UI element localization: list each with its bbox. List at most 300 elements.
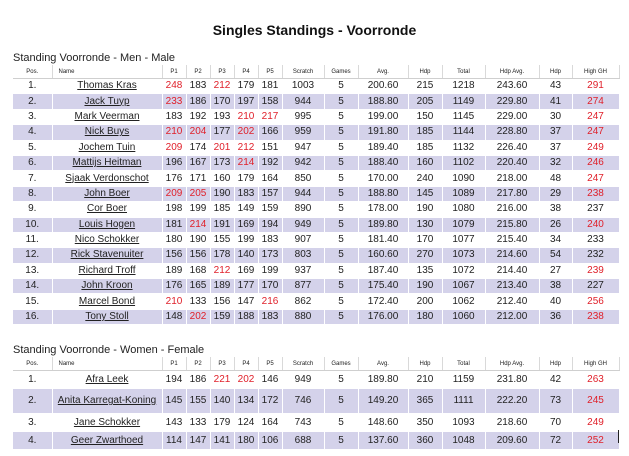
cell-p5: 181 [258,79,282,94]
cell-p3: 177 [210,125,234,140]
cell-hdp2: 37 [539,125,572,140]
col-header-scratch: Scratch [282,65,324,79]
cell-p3: 201 [210,140,234,155]
cell-p4: 140 [234,248,258,263]
cell-p1: 156 [162,248,186,263]
cell-p1: 196 [162,155,186,170]
cell-high: 247 [572,109,619,124]
player-name-cell [52,186,162,201]
cell-hdp_avg: 214.60 [485,248,539,263]
cell-hdp2: 36 [539,309,572,324]
cell-high: 246 [572,155,619,170]
cell-hdp: 210 [408,371,442,389]
women-table-body [13,371,619,450]
table-row [13,389,619,414]
cell-pos: 1. [13,79,52,94]
cell-p2: 167 [186,155,210,170]
cell-pos: 2. [13,389,52,414]
cell-p3: 179 [210,414,234,432]
cell-scratch: 995 [282,109,324,124]
cell-high: 247 [572,171,619,186]
cell-pos: 4. [13,432,52,450]
cell-avg: 189.80 [358,371,408,389]
cell-p2: 183 [186,79,210,94]
table-row [13,171,619,186]
cell-p1: 210 [162,294,186,309]
cell-hdp_avg: 220.40 [485,155,539,170]
player-name-link[interactable]: Nick Buys [84,126,130,138]
cell-p2: 165 [186,279,210,294]
cell-pos: 4. [13,125,52,140]
cell-high: 232 [572,248,619,263]
cell-hdp_avg: 216.00 [485,202,539,217]
cell-hdp_avg: 229.80 [485,94,539,109]
cell-scratch: 880 [282,309,324,324]
cell-hdp2: 42 [539,371,572,389]
cell-p3: 212 [210,263,234,278]
cell-hdp2: 37 [539,140,572,155]
cell-high: 237 [572,202,619,217]
cell-avg: 160.60 [358,248,408,263]
cell-scratch: 959 [282,125,324,140]
cell-hdp2: 40 [539,294,572,309]
cell-hdp: 270 [408,248,442,263]
cell-hdp: 200 [408,294,442,309]
cell-games: 5 [324,186,358,201]
table-row [13,79,619,94]
cell-scratch: 743 [282,414,324,432]
cell-games: 5 [324,232,358,247]
cell-hdp: 170 [408,232,442,247]
col-header-games: Games [324,65,358,79]
cell-p3: 170 [210,94,234,109]
player-name-cell [52,309,162,324]
cell-p1: 183 [162,109,186,124]
cell-hdp2: 48 [539,171,572,186]
cell-p2: 192 [186,109,210,124]
cell-p3: 173 [210,155,234,170]
player-name-cell [52,109,162,124]
col-header-avg: Avg. [358,65,408,79]
cell-games: 5 [324,414,358,432]
cell-p2: 147 [186,432,210,450]
cell-hdp: 180 [408,309,442,324]
cell-hdp_avg: 218.00 [485,171,539,186]
cell-total: 1159 [442,371,485,389]
cell-pos: 5. [13,140,52,155]
cell-hdp: 240 [408,171,442,186]
cell-p3: 160 [210,171,234,186]
cell-scratch: 890 [282,202,324,217]
cell-p2: 171 [186,171,210,186]
cell-total: 1102 [442,155,485,170]
women-header-row [13,357,619,371]
cell-p4: 199 [234,232,258,247]
cell-p4: 179 [234,171,258,186]
cell-p5: 216 [258,294,282,309]
cell-p4: 180 [234,432,258,450]
cell-hdp: 205 [408,94,442,109]
cell-avg: 191.80 [358,125,408,140]
cell-p3: 140 [210,389,234,414]
cell-pos: 16. [13,309,52,324]
cell-p1: 189 [162,263,186,278]
col-header-hdp: Hdp [408,357,442,371]
cell-p2: 205 [186,186,210,201]
cell-avg: 199.00 [358,109,408,124]
cell-avg: 200.60 [358,79,408,94]
cell-high: 256 [572,294,619,309]
cell-hdp_avg: 215.80 [485,217,539,232]
cell-p5: 164 [258,171,282,186]
col-header-avg: Avg. [358,357,408,371]
cell-avg: 175.40 [358,279,408,294]
cell-pos: 12. [13,248,52,263]
cell-scratch: 907 [282,232,324,247]
col-header-p2: P2 [186,357,210,371]
cell-p1: 145 [162,389,186,414]
cell-hdp2: 38 [539,279,572,294]
table-row [13,232,619,247]
cell-hdp_avg: 226.40 [485,140,539,155]
cell-p5: 151 [258,140,282,155]
player-name-link[interactable]: Rick Stavenuiter [70,249,144,261]
cell-avg: 148.60 [358,414,408,432]
player-name-cell [52,125,162,140]
cell-hdp_avg: 217.80 [485,186,539,201]
col-header-p4: P4 [234,65,258,79]
col-header-total: Total [442,65,485,79]
table-row [13,125,619,140]
cell-hdp2: 26 [539,217,572,232]
player-name-link[interactable]: Mark Veerman [74,110,140,122]
cell-avg: 188.40 [358,155,408,170]
table-row [13,94,619,109]
table-row [13,248,619,263]
col-header-high-gh: High GH [572,65,619,79]
cell-hdp2: 38 [539,202,572,217]
cell-hdp: 150 [408,109,442,124]
col-header-hdp-avg: Hdp Avg. [485,357,539,371]
cell-p3: 212 [210,79,234,94]
cell-p5: 192 [258,155,282,170]
col-header-p5: P5 [258,357,282,371]
cell-hdp2: 32 [539,155,572,170]
cell-p4: 169 [234,263,258,278]
table-row [13,279,619,294]
cell-p1: 233 [162,94,186,109]
cell-pos: 3. [13,109,52,124]
cell-p1: 209 [162,140,186,155]
cell-high: 274 [572,94,619,109]
cell-games: 5 [324,202,358,217]
cell-p4: 149 [234,202,258,217]
cell-hdp_avg: 218.60 [485,414,539,432]
cell-hdp: 185 [408,140,442,155]
cell-hdp_avg: 212.00 [485,309,539,324]
cell-p3: 190 [210,186,234,201]
cell-high: 263 [572,371,619,389]
cell-p1: 114 [162,432,186,450]
cell-pos: 14. [13,279,52,294]
cell-p2: 156 [186,248,210,263]
cell-hdp2: 29 [539,186,572,201]
table-row [13,414,619,432]
cell-p2: 199 [186,202,210,217]
cell-high: 291 [572,79,619,94]
cell-total: 1111 [442,389,485,414]
cell-p5: 106 [258,432,282,450]
cell-p1: 181 [162,217,186,232]
col-header-name: Name [52,65,162,79]
cell-hdp: 130 [408,217,442,232]
cell-hdp2: 72 [539,432,572,450]
player-name-link[interactable]: Thomas Kras [77,80,137,92]
cell-p5: 194 [258,217,282,232]
cell-p2: 202 [186,309,210,324]
player-name-link[interactable]: John Boer [84,187,130,199]
cell-games: 5 [324,294,358,309]
player-name-link[interactable]: Marcel Bond [78,295,136,307]
player-name-link[interactable]: John Kroon [81,280,133,292]
cell-hdp2: 41 [539,94,572,109]
cell-p2: 186 [186,371,210,389]
player-name-link[interactable]: Jane Schokker [73,416,141,428]
cell-high: 238 [572,186,619,201]
cell-hdp: 215 [408,79,442,94]
player-name-link[interactable]: Afra Leek [85,373,129,385]
cell-hdp2: 34 [539,232,572,247]
cell-avg: 189.40 [358,140,408,155]
player-name-link[interactable]: Jack Tuyp [84,95,130,107]
cell-high: 249 [572,414,619,432]
cell-total: 1145 [442,109,485,124]
cell-high: 249 [572,140,619,155]
cell-scratch: 949 [282,371,324,389]
col-header-total: Total [442,357,485,371]
cell-p5: 159 [258,202,282,217]
cell-hdp: 365 [408,389,442,414]
cell-games: 5 [324,309,358,324]
cell-games: 5 [324,371,358,389]
player-name-link[interactable]: Mattijs Heitman [72,157,142,169]
cell-games: 5 [324,389,358,414]
cell-avg: 170.00 [358,171,408,186]
cell-p5: 173 [258,248,282,263]
women-section-title: Standing Voorronde - Women - Female [13,344,205,356]
cell-total: 1080 [442,202,485,217]
player-name-link[interactable]: Anita Karregat-Koning [57,395,157,406]
cell-p4: 202 [234,371,258,389]
cell-p1: 143 [162,414,186,432]
cell-p3: 191 [210,217,234,232]
cell-hdp_avg: 243.60 [485,79,539,94]
player-name-cell [52,140,162,155]
cell-games: 5 [324,140,358,155]
cell-total: 1144 [442,125,485,140]
col-header-scratch: Scratch [282,357,324,371]
cell-p2: 133 [186,414,210,432]
col-header-games: Games [324,357,358,371]
cell-hdp: 145 [408,186,442,201]
cell-p4: 202 [234,125,258,140]
cell-hdp2: 27 [539,263,572,278]
cell-p1: 148 [162,309,186,324]
table-row [13,202,619,217]
cell-p3: 178 [210,248,234,263]
cell-total: 1048 [442,432,485,450]
cell-p2: 214 [186,217,210,232]
cell-games: 5 [324,94,358,109]
men-table-body [13,79,619,325]
cell-hdp_avg: 228.80 [485,125,539,140]
men-standings-table [13,65,620,325]
table-row [13,140,619,155]
cell-games: 5 [324,248,358,263]
table-row [13,217,619,232]
cell-avg: 149.20 [358,389,408,414]
cell-hdp: 190 [408,279,442,294]
col-header-name: Name [52,357,162,371]
men-header-row [13,65,619,79]
player-name-cell [52,248,162,263]
cell-p2: 204 [186,125,210,140]
cell-p5: 158 [258,94,282,109]
player-name-link[interactable]: Louis Hogen [78,218,136,230]
cell-scratch: 944 [282,94,324,109]
cell-total: 1060 [442,309,485,324]
table-row [13,263,619,278]
cell-pos: 15. [13,294,52,309]
player-name-link[interactable]: Jochem Tuin [78,141,136,153]
col-header-p3: P3 [210,357,234,371]
cell-total: 1073 [442,248,485,263]
cell-hdp_avg: 214.40 [485,263,539,278]
cell-high: 245 [572,389,619,414]
cell-p1: 176 [162,279,186,294]
col-header-p3: P3 [210,65,234,79]
col-header-p2: P2 [186,65,210,79]
cell-avg: 178.00 [358,202,408,217]
cell-p3: 193 [210,109,234,124]
cell-p4: 179 [234,79,258,94]
cell-p3: 141 [210,432,234,450]
cell-hdp: 190 [408,202,442,217]
cell-scratch: 877 [282,279,324,294]
col-header-pos: Pos. [13,65,52,79]
cell-p5: 199 [258,263,282,278]
cell-p3: 221 [210,371,234,389]
cell-scratch: 944 [282,186,324,201]
cell-high: 239 [572,263,619,278]
cell-total: 1132 [442,140,485,155]
cell-avg: 189.80 [358,217,408,232]
women-standings-table [13,357,620,450]
cell-pos: 1. [13,371,52,389]
cell-hdp_avg: 213.40 [485,279,539,294]
cell-games: 5 [324,155,358,170]
cell-hdp2: 54 [539,248,572,263]
cell-scratch: 947 [282,140,324,155]
col-header-hdp-avg: Hdp Avg. [485,65,539,79]
cell-p5: 164 [258,414,282,432]
cell-p2: 186 [186,94,210,109]
col-header-p5: P5 [258,65,282,79]
cell-total: 1090 [442,171,485,186]
cell-pos: 7. [13,171,52,186]
cell-games: 5 [324,263,358,278]
cell-hdp2: 73 [539,389,572,414]
cell-total: 1072 [442,263,485,278]
cell-p5: 157 [258,186,282,201]
cell-scratch: 862 [282,294,324,309]
cell-avg: 187.40 [358,263,408,278]
player-name-link[interactable]: Cor Boer [86,203,127,215]
cell-high: 227 [572,279,619,294]
cell-hdp: 350 [408,414,442,432]
cell-total: 1093 [442,414,485,432]
cell-p1: 209 [162,186,186,201]
cell-p5: 166 [258,125,282,140]
player-name-link[interactable]: Nico Schokker [74,234,140,246]
player-name-cell [52,94,162,109]
cell-p4: 169 [234,217,258,232]
men-section-title: Standing Voorronde - Men - Male [13,52,176,64]
player-name-link[interactable]: Richard Troff [78,264,136,276]
cell-p1: 198 [162,202,186,217]
player-name-link[interactable]: Geer Zwarthoed [70,434,144,446]
cell-p3: 155 [210,232,234,247]
cell-p4: 197 [234,94,258,109]
cell-total: 1089 [442,186,485,201]
table-row [13,309,619,324]
cell-p4: 183 [234,186,258,201]
cell-p3: 159 [210,309,234,324]
table-row [13,109,619,124]
col-header-high-gh: High GH [572,357,619,371]
cell-p1: 210 [162,125,186,140]
cell-games: 5 [324,432,358,450]
col-header-hdp2: Hdp [539,357,572,371]
cell-total: 1062 [442,294,485,309]
cell-p1: 176 [162,171,186,186]
player-name-cell [52,155,162,170]
cell-hdp2: 30 [539,109,572,124]
cell-scratch: 850 [282,171,324,186]
cell-total: 1077 [442,232,485,247]
player-name-link[interactable]: Sjaak Verdonschot [65,172,149,184]
cell-p2: 133 [186,294,210,309]
cell-avg: 181.40 [358,232,408,247]
cell-p3: 185 [210,202,234,217]
player-name-link[interactable]: Tony Stoll [85,311,129,323]
cell-avg: 137.60 [358,432,408,450]
cell-total: 1149 [442,94,485,109]
col-header-pos: Pos. [13,357,52,371]
cell-p4: 177 [234,279,258,294]
cell-total: 1218 [442,79,485,94]
cell-p2: 174 [186,140,210,155]
player-name-cell [52,202,162,217]
cell-pos: 3. [13,414,52,432]
player-name-cell [52,389,162,414]
cell-scratch: 937 [282,263,324,278]
cell-p5: 172 [258,389,282,414]
player-name-cell [52,414,162,432]
cell-pos: 10. [13,217,52,232]
text-cursor [618,430,619,443]
player-name-cell [52,217,162,232]
